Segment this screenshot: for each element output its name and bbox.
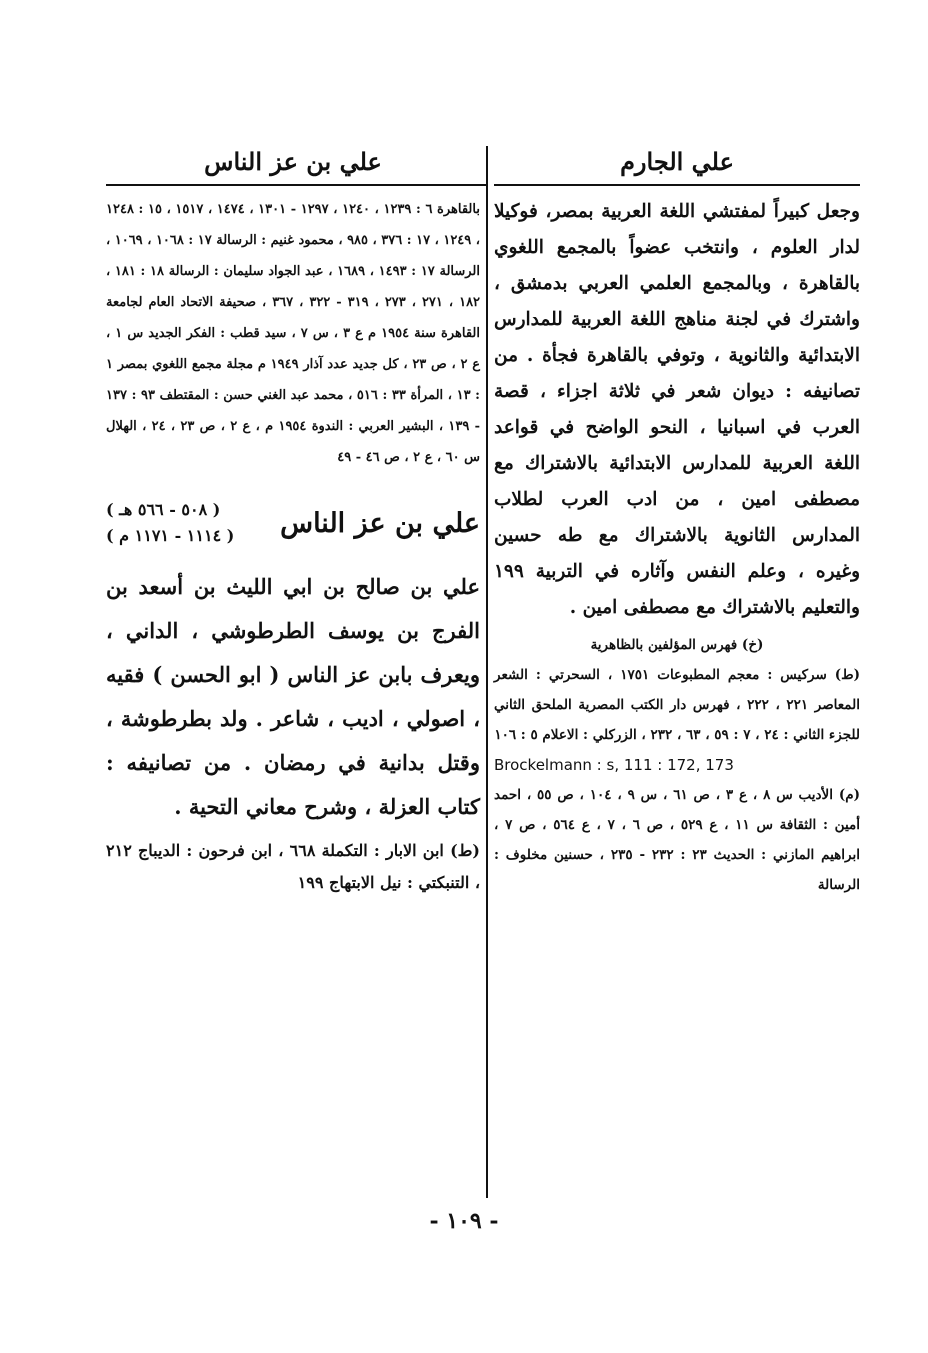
entry-dates-hijri: ( ٥٠٨ - ٥٦٦ هـ )	[106, 500, 221, 519]
right-column	[494, 142, 860, 900]
source-t: (ط) سركيس : معجم المطبوعات ١٧٥١ ، السحرتي : الشعر المعاصر ٢٢١ ، ٢٢٢ ، فهرس دار الكتب المصرية الملحق الثاني للجزء الثاني : ٢٤ ، ٧ : ٥٩ ، ٦٣ ، ٢٣٢ ، الزركلي : الاعلام ٥ : ١٠٦	[494, 667, 860, 743]
heading-rule	[494, 184, 860, 186]
left-column	[106, 142, 480, 899]
entry-body: علي بن صالح بن ابي الليث بن أسعد بن الفرج بن يوسف الطرطوشي ، الداني ، ويعرف بابن عز الناس ( ابو الحسن ) فقيه ، اصولي ، اديب ، شاعر . ولد بطرطوشة ، وقتل بدانية في رمضان . من تصانيفه : كتاب العزلة ، وشرح معاني التحية .	[106, 574, 480, 819]
brockelmann-reference: Brockelmann : s, 111 : 172, 173	[494, 756, 734, 774]
entry-source: (ط) ابن الابار : التكملة ٦٦٨ ، ابن فرحون : الديباج ٢١٢ ، التنبكتي : نيل الابتهاج ١٩٩	[106, 841, 481, 892]
right-column-heading: علي الجارم	[620, 147, 734, 176]
source-m: (م) الأديب س ٨ ، ع ٣ ، ص ٦١ ، س ٩ ، ١٠٤ ، ص ٥٥ ، احمد أمين : الثقافة س ١١ ، ع ٥٢٩ ، ص ٦ ، ٧ ، ع ٥٦٤ ، ص ٧ ، ابراهيم المازني : الحديث ٢٣ : ٢٣٢ - ٢٣٥ ، حسنين مخلوف : الرسالة	[494, 787, 861, 893]
page-number: - ١٠٩ -	[429, 1208, 499, 1234]
source-kh: (خ) فهرس المؤلفين بالظاهرية	[590, 637, 764, 653]
left-column-references: بالقاهرة ٦ : ١٢٣٩ ، ١٢٤٠ ، ١٢٩٧ - ١٣٠١ ، ١٤٧٤ ، ١٥١٧ ، ١٥ : ١٢٤٨ ، ١٢٤٩ ، ١٧ : ٣٧٦ ، ٩٨٥ ، محمود غنيم : الرسالة ١٧ : ١٠٦٨ ، ١٠٦٩ ، الرسالة ١٧ : ١٤٩٣ ، ١٦٨٩ ، عبد الجواد سليمان : الرسالة ١٨ : ١٨١ ، ١٨٢ ، ٢٧١ ، ٢٧٣ ، ٣١٩ - ٣٢٢ ، ٣٦٧ ، صحيفة الاتحاد العام لجامعة القاهرة سنة ١٩٥٤ م ع ٣ ، س ٧ ، سيد قطب : الفكر الجديد س ١ ، ع ٢ ، ص ٢٣ ، كل جديد عدد آذار ١٩٤٩ م مجلة مجمع اللغوي بمصر ١ : ١٣ ، المرأة ٣٣ : ٥١٦ ، محمد عبد الغني حسن : المقتطف ٩٣ : ١٣٧ - ١٣٩ ، البشير العربي : الندوة ١٩٥٤ م ، ع ٢ ، ص ٢٣ ، ٢٤ ، الهلال س ٦٠ ، ع ٢ ، ص ٤٦ - ٤٩	[106, 202, 481, 465]
heading-rule	[106, 184, 486, 186]
entry-dates-gregorian: ( ١١١٤ - ١١٧١ م )	[106, 526, 235, 545]
entry-title	[106, 493, 480, 553]
entry-dates	[106, 497, 234, 549]
right-column-body: وجعل كبيراً لمفتشي اللغة العربية بمصر، فوكيلا لدار العلوم ، وانتخب عضواً بالمجمع اللغوي بالقاهرة ، وبالمجمع العلمي العربي بدمشق ، واشترك في لجنة مناهج اللغة العربية للمدارس الابتدائية والثانوية ، وتوفي بالقاهرة فجأة . من تصانيفه : ديوان شعر في ثلاثة اجزاء ، قصة العرب في اسبانيا ، النحو الواضح في قواعد اللغة العربية للمدارس الابتدائية بالاشتراك مع مصطفى امين ، من ادب العرب لطلاب المدارس الثانوية بالاشتراك مع طه حسين وغيره ، وعلم النفس وآثاره في التربية ١٩٩ والتعليم بالاشتراك مع مصطفى امين .	[494, 201, 860, 618]
left-column-heading: علي بن عز الناس	[204, 147, 382, 176]
column-divider	[486, 146, 488, 1198]
entry-name: علي بن عز الناس	[280, 507, 480, 539]
